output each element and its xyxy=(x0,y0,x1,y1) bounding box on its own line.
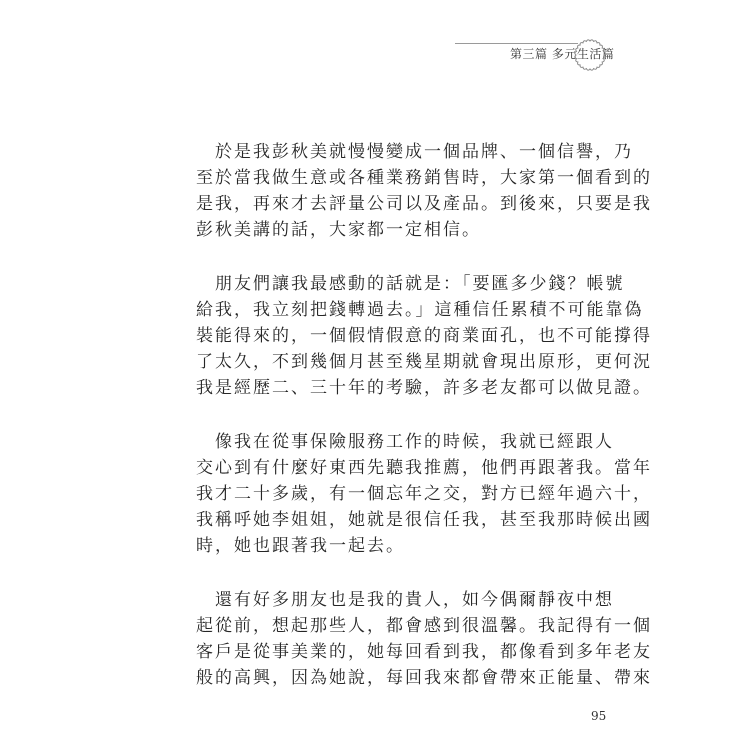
text-line: 裝能得來的，一個假情假意的商業面孔，也不可能撐得 xyxy=(196,326,652,346)
text-line: 我是經歷二、三十年的考驗，許多老友都可以做見證。 xyxy=(196,378,652,398)
text-line: 時，她也跟著我一起去。 xyxy=(196,536,405,556)
text-line: 是我，再來才去評量公司以及產品。到後來，只要是我 xyxy=(196,194,652,214)
text-line: 彭秋美講的話，大家都一定相信。 xyxy=(196,220,481,240)
paragraph-2 xyxy=(196,271,652,401)
text-line: 像我在從事保險服務工作的時候，我就已經跟人 xyxy=(196,432,614,452)
text-line: 交心到有什麼好東西先聽我推薦，他們再跟著我。當年 xyxy=(196,458,652,478)
text-line: 我才二十多歲，有一個忘年之交，對方已經年過六十， xyxy=(196,484,652,504)
paragraph-1 xyxy=(196,139,652,243)
text-line: 給我，我立刻把錢轉過去。」這種信任累積不可能靠偽 xyxy=(196,300,644,320)
scalloped-circle-icon xyxy=(573,38,607,72)
header-rule xyxy=(455,43,578,44)
text-line: 起從前，想起那些人，都會感到很溫馨。我記得有一個 xyxy=(196,616,652,636)
text-line: 朋友們讓我最感動的話就是：「要匯多少錢？帳號 xyxy=(196,274,625,294)
text-line: 還有好多朋友也是我的貴人，如今偶爾靜夜中想 xyxy=(196,590,614,610)
text-line: 了太久，不到幾個月甚至幾星期就會現出原形，更何況 xyxy=(196,352,652,372)
page-number: 95 xyxy=(591,709,607,723)
running-header xyxy=(455,38,615,74)
text-line: 至於當我做生意或各種業務銷售時，大家第一個看到的 xyxy=(196,168,652,188)
text-line: 客戶是從事美業的，她每回看到我，都像看到多年老友 xyxy=(196,642,652,662)
text-line: 於是我彭秋美就慢慢變成一個品牌、一個信譽，乃 xyxy=(196,142,633,162)
text-line: 我稱呼她李姐姐，她就是很信任我，甚至我那時候出國 xyxy=(196,510,652,530)
chapter-label: 第三篇 多元生活篇 xyxy=(510,47,615,61)
paragraph-4 xyxy=(196,587,652,691)
text-line: 般的高興，因為她說，每回我來都會帶來正能量、帶來 xyxy=(196,668,652,688)
paragraph-3 xyxy=(196,429,652,559)
